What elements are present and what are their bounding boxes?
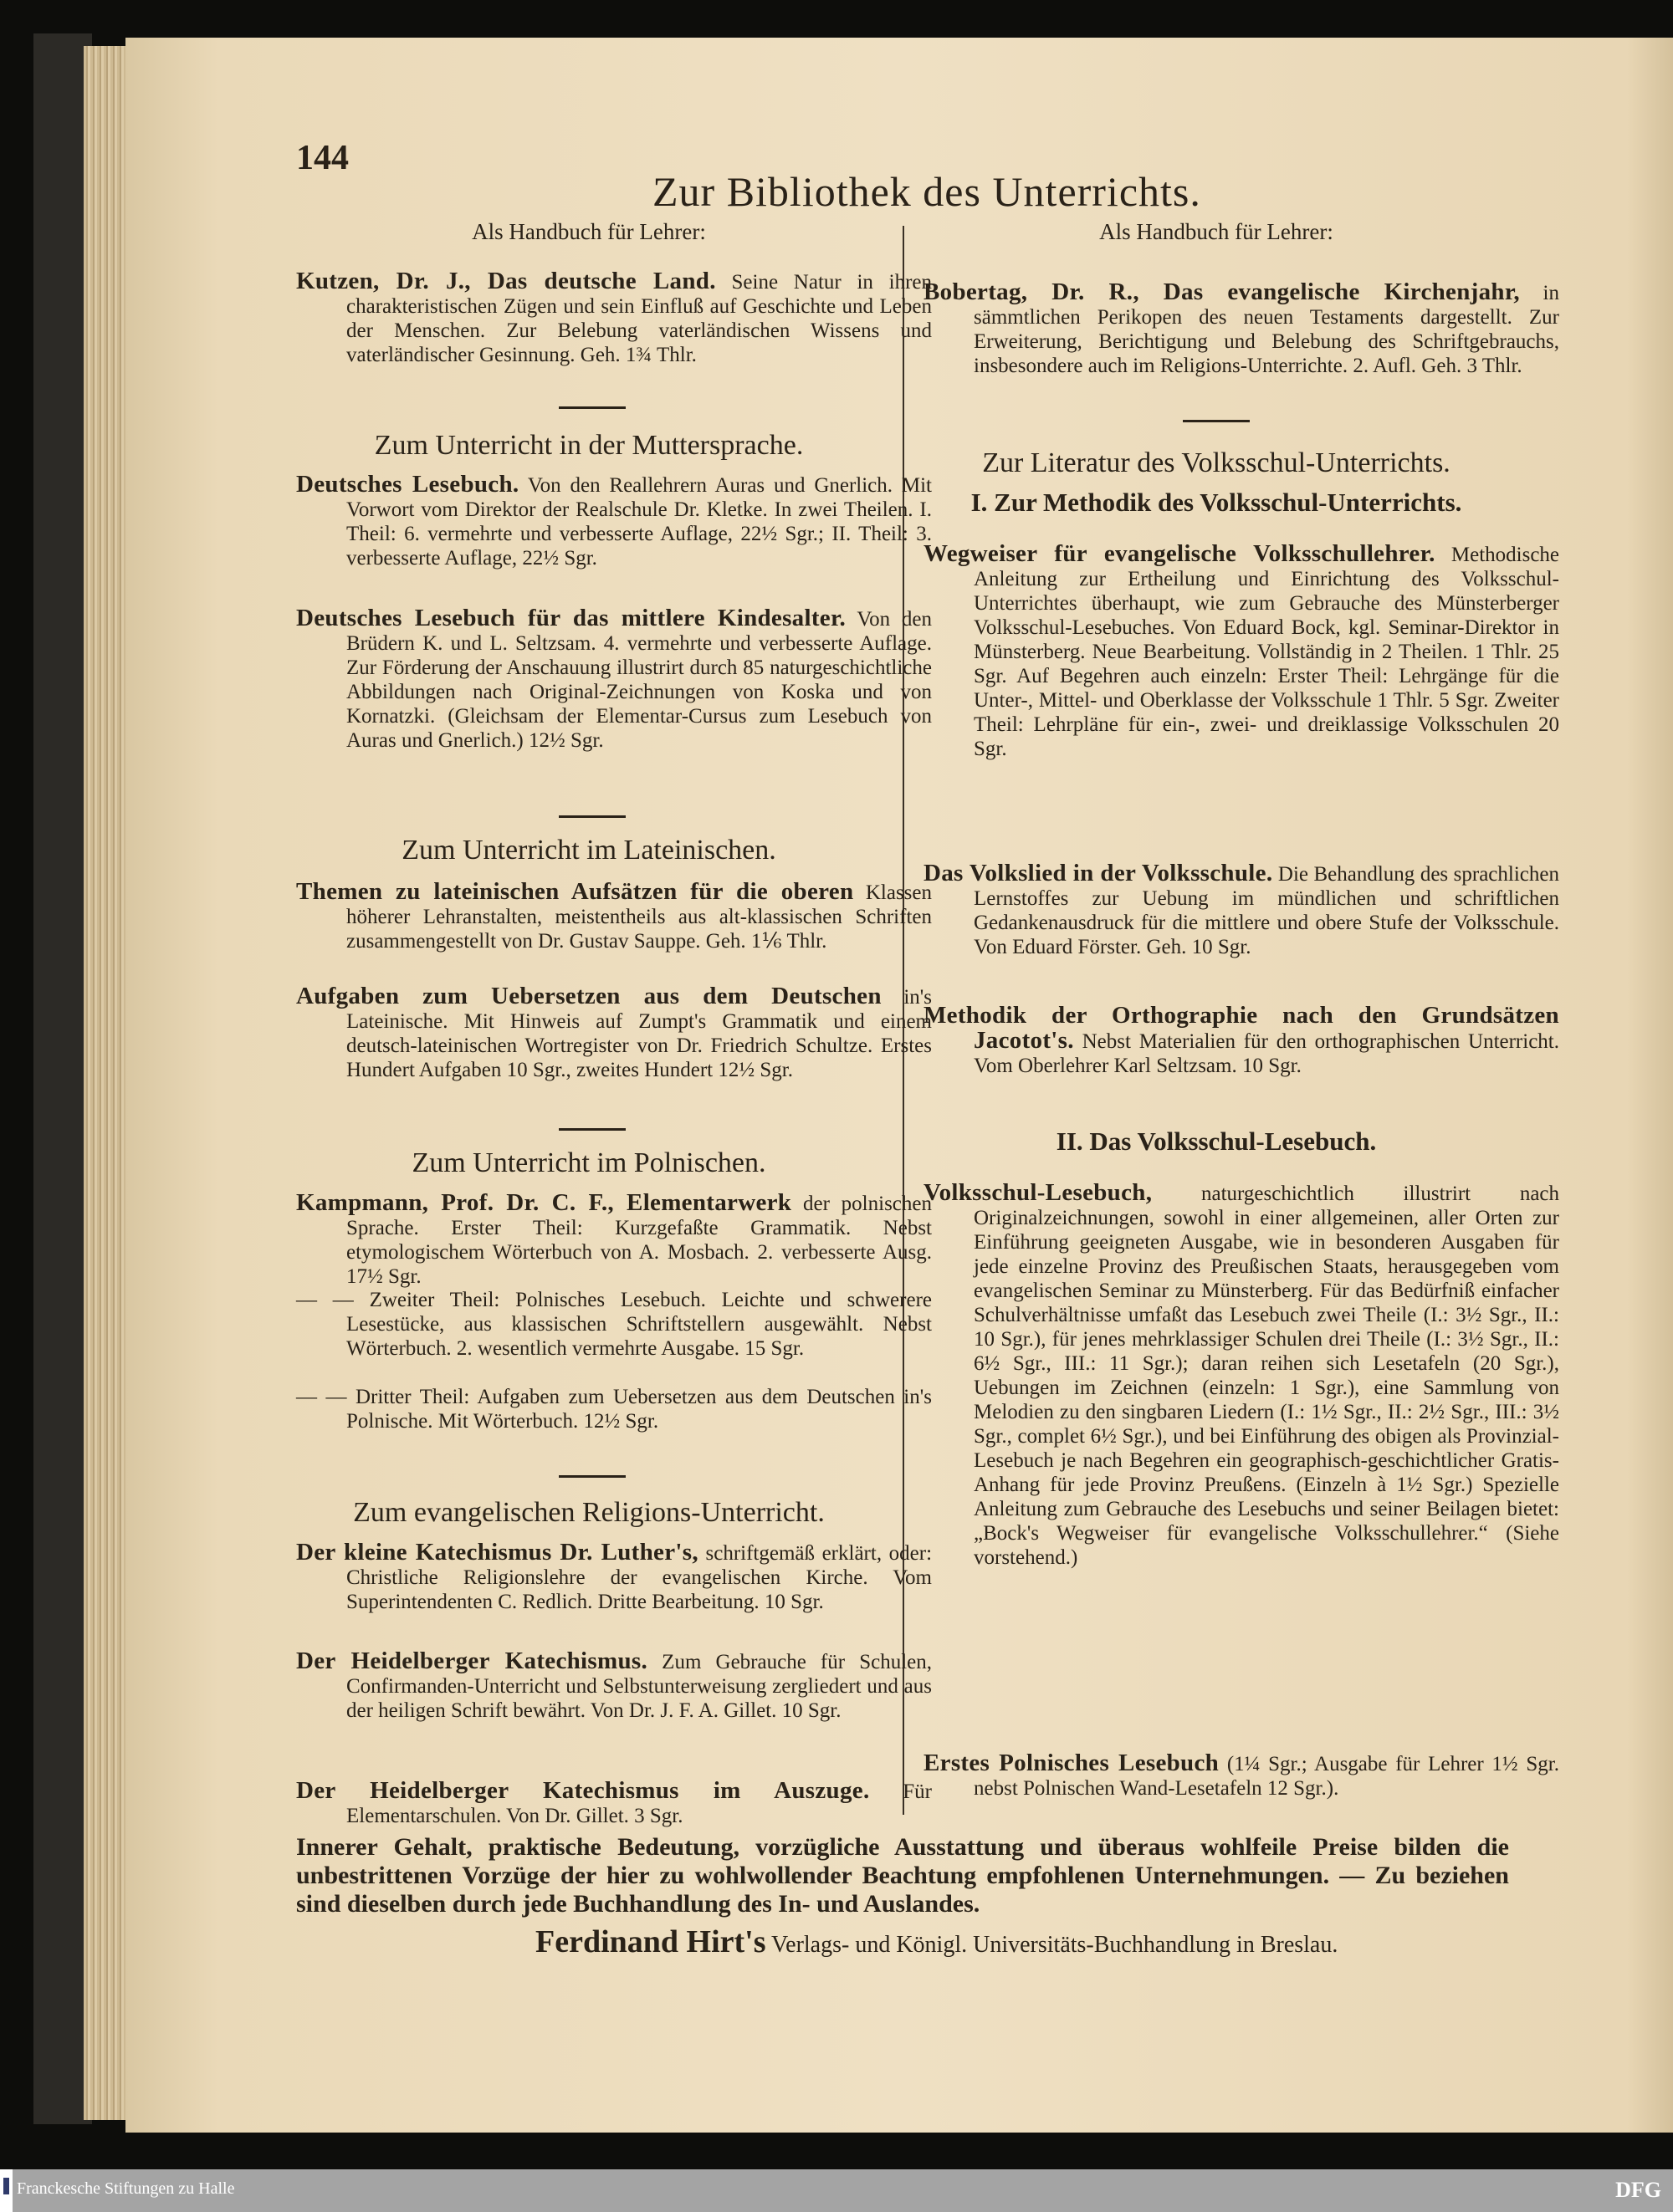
entry-heidelberger-auszug xyxy=(296,1779,932,1828)
entry-title: Der Heidelberger Katechismus im Auszuge. xyxy=(296,1777,870,1804)
entry-title: Aufgaben zum Uebersetzen aus dem Deutschen xyxy=(296,983,882,1009)
entry-bobertag xyxy=(923,280,1559,378)
entry-text: Zum Gebrauche für Schulen, Confirmanden-Unterricht und Selbstunterweisung zergliedert und aus der heiligen Schrift bewährt. Von Dr. J. F. A. Gillet. 10 Sgr. xyxy=(346,1651,933,1722)
separator-rule xyxy=(1183,420,1250,422)
section-heading: Zur Literatur des Volksschul-Unterrichts. xyxy=(982,447,1450,478)
entry-title: Kutzen, Dr. J., Das deutsche Land. xyxy=(296,268,716,294)
entry-text: Für Elementarschulen. Von Dr. Gillet. 3 Sgr. xyxy=(346,1780,933,1827)
entry-text: (1¼ Sgr.; Ausgabe für Lehrer 1½ Sgr. nebst Polnischen Wand-Lesetafeln 12 Sgr.). xyxy=(974,1753,1559,1800)
entry-aufgaben xyxy=(296,984,932,1082)
entry-text: Dritter Theil: Aufgaben zum Uebersetzen aus dem Deutschen in's Polnische. Mit Wörterbuch. 12½ Sgr. xyxy=(346,1386,932,1433)
entry-polnisches-lesebuch xyxy=(923,1751,1559,1801)
entry-title: Erstes Polnisches Lesebuch xyxy=(923,1750,1220,1776)
entry-title: Der kleine Katechismus Dr. Luther's, xyxy=(296,1539,698,1566)
entry-deutsches-lesebuch xyxy=(296,473,932,570)
publisher-imprint xyxy=(535,1923,1338,1960)
entry-text: Nebst Materialien für den orthographischen Unterricht. Vom Oberlehrer Karl Seltzsam. 10 Sgr. xyxy=(974,1030,1559,1077)
entry-text: schriftgemäß erklärt, oder: Christliche Religionslehre der evangelischen Kirche. Vom Superintendenten C. Redlich. Dritte Bearbeitung. 10 Sgr. xyxy=(346,1542,933,1613)
entry-title: Kampmann, Prof. Dr. C. F., Elementarwerk xyxy=(296,1189,792,1216)
entry-kutzen xyxy=(296,269,932,367)
section-heading: Zum Unterricht im Lateinischen. xyxy=(402,835,776,866)
ditto-dashes: — — xyxy=(296,1386,356,1408)
entry-text: Die Behandlung des sprachlichen Lernstoffes zur Uebung im mündlichen und schriftlichen Gedankenausdruck für die mittlere und obere Stufe der Volksschule. Von Eduard Förster. Geh. 10 Sgr. xyxy=(974,863,1559,958)
institution-logo-icon xyxy=(0,2169,13,2212)
entry-text: Von den Reallehrern Auras und Gnerlich. Mit Vorwort vom Direktor der Realschule Dr. Kletke. In zwei Theilen. I. Theil: 6. vermehrte und verbesserte Auflage, 22½ Sgr.; II. Theil: 3. verbesserte Auflage, 22½ Sgr. xyxy=(346,474,932,570)
entry-text: Seine Natur in ihren charakteristischen Zügen und sein Einfluß auf Geschichte und Leben der Menschen. Zur Belebung vaterländischen Wissens und vaterländischer Gesinnung. Geh. 1¾ Thlr. xyxy=(346,271,933,366)
entry-text: Methodische Anleitung zur Ertheilung und Einrichtung des Volksschul-Unterrichtes überhaupt, wie zum Gebrauche des Münsterberger Volksschul-Lesebuches. Von Eduard Bock, kgl. Seminar-Direktor in Münsterberg. Neue Bearbeitung. Vollständig in 2 Theilen. 1 Thlr. 25 Sgr. Auf Begehren auch einzeln: Erster Theil: Lehrgänge für die Unter-, Mittel- und Oberklasse der Volksschule 1 Thlr. 5 Sgr. Zweiter Theil: Lehrpläne für ein-, zwei- und dreiklassige Volksschulen 20 Sgr. xyxy=(974,544,1560,760)
ditto-dashes: — — xyxy=(296,1289,370,1311)
entry-text: der polnischen Sprache. Erster Theil: Kurzgefaßte Grammatik. Nebst etymologischem Wörterbuch von A. Mosbach. 2. verbesserte Ausg. 17½ Sgr. xyxy=(346,1193,932,1288)
entry-title: Wegweiser für evangelische Volksschullehrer. xyxy=(923,540,1435,567)
subsection-heading: I. Zur Methodik des Volksschul-Unterrichts. xyxy=(970,488,1462,517)
entry-heidelberger xyxy=(296,1649,932,1723)
entry-lesebuch-kindesalter xyxy=(296,606,932,753)
entry-text: Zweiter Theil: Polnisches Lesebuch. Leichte und schwerere Lesestücke, aus klassischen Schriftstellern ausgewählt. Nebst Wörterbuch. 2. wesentlich vermehrte Ausgabe. 15 Sgr. xyxy=(346,1289,932,1360)
separator-rule xyxy=(559,1128,626,1131)
entry-title: Der Heidelberger Katechismus. xyxy=(296,1648,648,1674)
dfg-logo: DFG xyxy=(1615,2178,1661,2202)
entry-kleine-katechismus xyxy=(296,1540,932,1614)
right-label xyxy=(923,219,1509,245)
section-heading: Zum Unterricht im Polnischen. xyxy=(412,1147,766,1178)
institution-name: Franckesche Stiftungen zu Halle xyxy=(17,2179,235,2198)
closing-statement: Innerer Gehalt, praktische Bedeutung, vorzügliche Ausstattung und überaus wohlfeile Preise bilden die unbestrittenen Vorzüge der hier zu wohlwollender Beachtung empfohlenen Unternehmungen. — Zu beziehen sind dieselben durch jede Buchhandlung des In- und Auslandes. xyxy=(296,1833,1509,1918)
entry-kampmann xyxy=(296,1191,932,1289)
publisher-name: Ferdinand Hirt's xyxy=(535,1924,766,1959)
left-label xyxy=(296,219,882,245)
entry-text: in's Lateinische. Mit Hinweis auf Zumpt's Grammatik und einem deutsch-lateinischen Wortregister von Dr. Friedrich Schultze. Erstes Hundert Aufgaben 10 Sgr., zweites Hundert 12½ Sgr. xyxy=(346,986,932,1081)
section-heading: Zum Unterricht in der Muttersprache. xyxy=(374,430,804,461)
entry-kampmann-part2 xyxy=(296,1288,932,1361)
page-number: 144 xyxy=(296,139,349,177)
label-text: Als Handbuch für Lehrer: xyxy=(1099,219,1333,244)
label-text: Als Handbuch für Lehrer: xyxy=(472,219,706,244)
entry-title: Methodik der Orthographie nach den Grundsätzen Jacotot's. xyxy=(923,1002,1559,1054)
entry-volkslied xyxy=(923,861,1559,959)
entry-kampmann-part3 xyxy=(296,1385,932,1433)
entry-themen xyxy=(296,880,932,953)
publisher-details: Verlags- und Königl. Universitäts-Buchhandlung in Breslau. xyxy=(771,1932,1338,1958)
entry-volksschul-lesebuch xyxy=(923,1181,1559,1570)
entry-text: naturgeschichtlich illustrirt nach Originalzeichnungen, sowohl in einer allgemeinen, aller Orten zur Einführung geeigneten Ausgabe, wie in besonderen Ausgaben für jede einzelne Provinz des Preußischen Staats, herausgegeben vom evangelischen Seminar zu Münsterberg. Für das Bedürfniß einfacher Schulverhältnisse umfaßt das Lesebuch zwei Theile (I.: 3½ Sgr., II.: 10 Sgr.), für jenes mehrklassiger Schulen drei Theile (I.: 3½ Sgr., II.: 6½ Sgr., III.: 11 Sgr.); daran reihen sich Lesetafeln (20 Sgr.), Uebungen im Zeichnen (einzeln: 1 Sgr.), eine Sammlung von Melodien zu den singbaren Liedern (I.: 1½ Sgr., II.: 2½ Sgr., III.: 3½ Sgr., complet 6½ Sgr.), und bei Einführung des obigen als Provinzial-Lesebuch je nach Begehren ein geographisch-geschichtlicher Gratis-Anhang für jede Provinz Preußens. (Einzeln à 1½ Sgr.) Spezielle Anleitung zum Gebrauche des Lesebuchs und seiner Beilagen bietet: „Bock's Wegweiser für evangelische Volksschullehrer.“ (Siehe vorstehend.) xyxy=(974,1183,1560,1569)
section-heading: Zum evangelischen Religions-Unterricht. xyxy=(353,1497,825,1528)
entry-title: Volksschul-Lesebuch, xyxy=(923,1179,1153,1206)
entry-title: Deutsches Lesebuch. xyxy=(296,471,519,498)
entry-title: Das Volkslied in der Volksschule. xyxy=(923,860,1273,886)
entry-text: Klassen höherer Lehranstalten, meistentheils aus alt-klassischen Schriften zusammengestellt von Dr. Gustav Sauppe. Geh. 1⅙ Thlr. xyxy=(346,881,932,953)
page-title: Zur Bibliothek des Unterrichts. xyxy=(652,168,1201,215)
separator-rule xyxy=(559,406,626,409)
entry-wegweiser xyxy=(923,542,1559,761)
entry-title: Deutsches Lesebuch für das mittlere Kindesalter. xyxy=(296,605,847,631)
entry-text: Von den Brüdern K. und L. Seltzsam. 4. vermehrte und verbesserte Auflage. Zur Förderung der Anschauung illustrirt durch 85 naturgeschichtliche Abbildungen nach Original-Zeichnungen von Koska und von Kornatzki. (Gleichsam der Elementar-Cursus zum Lesebuch von Auras und Gnerlich.) 12½ Sgr. xyxy=(346,608,932,752)
separator-rule xyxy=(559,815,626,818)
viewer-footer xyxy=(0,2169,1673,2212)
subsection-heading: II. Das Volksschul-Lesebuch. xyxy=(1056,1126,1377,1156)
entry-text: in sämmtlichen Perikopen des neuen Testaments dargestellt. Zur Erweiterung, Berichtigung und Belebung des Schriftgebrauchs, insbesondere auch im Religions-Unterrichte. 2. Aufl. Geh. 3 Thlr. xyxy=(974,282,1559,377)
entry-title: Bobertag, Dr. R., Das evangelische Kirchenjahr, xyxy=(923,278,1520,305)
separator-rule xyxy=(559,1475,626,1478)
entry-orthographie xyxy=(923,1004,1559,1078)
entry-title: Themen zu lateinischen Aufsätzen für die oberen xyxy=(296,878,854,905)
